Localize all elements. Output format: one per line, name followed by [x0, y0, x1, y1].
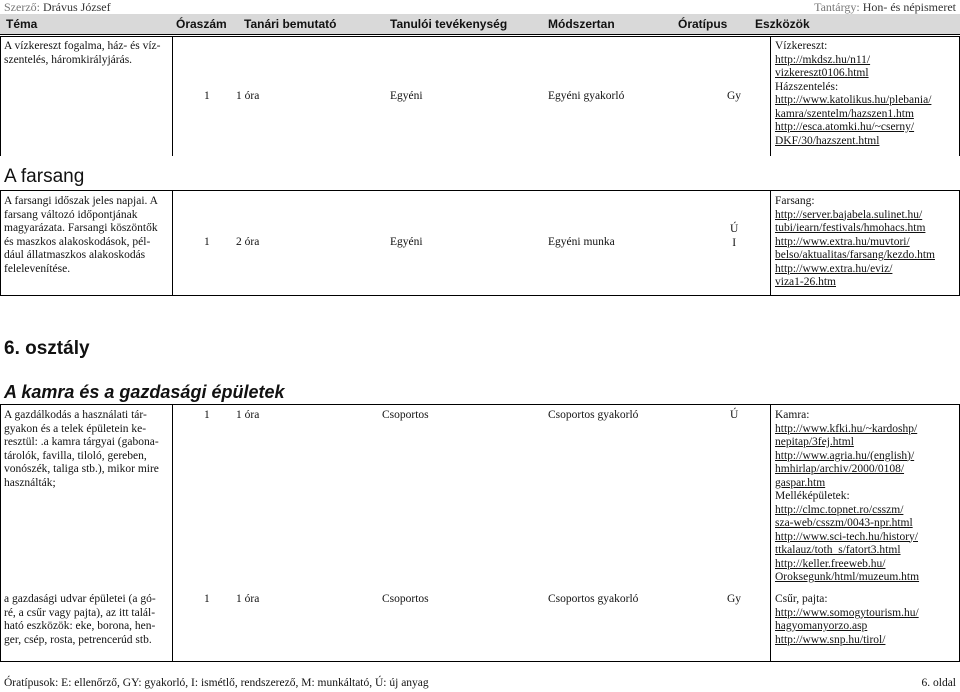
tool-link[interactable]: http://server.bajabela.sulinet.hu/	[775, 208, 923, 221]
row4-tools	[775, 593, 957, 647]
grade-heading: 6. osztály	[4, 338, 90, 359]
row2-type: Ú I	[730, 223, 739, 249]
col-demo: Tanári bemutató	[244, 17, 337, 31]
tool-link[interactable]: nepitap/3fej.html	[775, 436, 854, 448]
table-header	[0, 14, 960, 34]
tool-link[interactable]: viza1-26.htm	[775, 276, 836, 288]
tool-link[interactable]: belso/aktualitas/farsang/kezdo.htm	[775, 249, 935, 261]
row4-demo: 1 óra	[236, 593, 260, 605]
row3-type: Ú	[730, 409, 739, 421]
tool-link[interactable]: Oroksegunk/html/muzeum.htm	[775, 571, 920, 583]
col-tools: Eszközök	[755, 17, 810, 31]
tool-label: Házszentelés:	[775, 80, 839, 93]
row1-type: Gy	[727, 90, 742, 102]
tool-link[interactable]: http://esca.atomki.hu/~cserny/	[775, 121, 915, 133]
page-footer	[4, 677, 956, 689]
col-activity: Tanulói tevékenység	[390, 17, 508, 31]
chapter-heading: A kamra és a gazdasági épületek	[4, 382, 285, 402]
col-hours: Óraszám	[176, 17, 227, 31]
tool-link[interactable]: hmhirlap/archiv/2000/0108/	[775, 463, 905, 475]
tool-label: Kamra:	[775, 409, 810, 421]
section-heading: A farsang	[4, 166, 85, 187]
row2-activity: Egyéni	[390, 236, 423, 248]
row1-topic: A vízkereszt fogalma, ház- és víz- szentelés, háromkirályjárás.	[4, 40, 161, 66]
row2-method: Egyéni munka	[548, 236, 615, 248]
tool-link[interactable]: http://www.extra.hu/muvtori/	[775, 235, 910, 248]
tool-link[interactable]: http://www.kfki.hu/~kardoshp/	[775, 422, 918, 435]
tool-link[interactable]: ttkalauz/toth_s/fatort3.html	[775, 544, 901, 556]
col-topic: Téma	[6, 17, 38, 31]
author-line: Szerző: Drávus József	[4, 0, 111, 14]
row1-method: Egyéni gyakorló	[548, 90, 625, 102]
page-number: 6. oldal	[921, 677, 956, 689]
tool-link[interactable]: gaspar.htm	[775, 476, 826, 489]
col-method: Módszertan	[548, 17, 615, 31]
author-name: Drávus József	[42, 0, 111, 14]
tool-label: Vízkereszt:	[775, 40, 828, 52]
tool-link[interactable]: sza-web/csszm/0043-npr.html	[775, 517, 913, 529]
tool-link[interactable]: kamra/szentelm/hazszen1.htm	[775, 107, 914, 120]
row4-method: Csoportos gyakorló	[548, 593, 639, 605]
subject-line: Tantárgy: Hon- és népismeret	[814, 0, 956, 14]
tool-link[interactable]: http://clmc.topnet.ro/csszm/	[775, 503, 904, 516]
tool-link[interactable]: http://www.extra.hu/eviz/	[775, 262, 893, 275]
tool-link[interactable]: http://www.agria.hu/(english)/	[775, 449, 915, 462]
row1-tools	[775, 40, 957, 148]
type-legend: Óratípusok: E: ellenőrző, GY: gyakorló, I: ismétlő, rendszerező, M: munkáltató, Ú: új anyag	[4, 677, 429, 689]
row2-topic: A farsangi időszak jeles napjai. A farsang változó időpontjának magyarázata. Farsangi köszöntők és maszkos alakoskodások, pél- dául állatmaszkos alakoskodás felelevenítése.	[4, 195, 158, 275]
tool-link[interactable]: http://mkdsz.hu/n11/	[775, 53, 871, 66]
row3-topic: A gazdálkodás a használati tár- gyakon és a telek épületein ke- resztül: .a kamra tárgyai (gabona- tárolók, favilla, tiloló, gereben, vonószék, taliga stb.), mikor mire használták;	[4, 409, 159, 489]
row1-hours: 1	[204, 90, 210, 102]
page-meta	[0, 0, 960, 14]
row2-demo: 2 óra	[236, 236, 260, 248]
row3-method: Csoportos gyakorló	[548, 409, 639, 421]
row4-topic: a gazdasági udvar épületei (a gó- ré, a csűr vagy pajta), az itt talál- ható eszközök: eke, borona, hen- ger, csép, rosta, petrencerúd stb.	[4, 593, 156, 646]
tool-label: Melléképületek:	[775, 490, 850, 502]
row2-tools	[775, 195, 957, 290]
tool-link[interactable]: http://www.somogytourism.hu/	[775, 606, 919, 619]
row4-hours: 1	[204, 593, 210, 605]
row3-hours: 1	[204, 409, 210, 421]
tool-link[interactable]: tubi/iearn/festivals/hmohacs.htm	[775, 222, 926, 234]
tool-link[interactable]: http://www.sci-tech.hu/history/	[775, 530, 918, 543]
row4-type: Gy	[727, 593, 742, 605]
tool-link[interactable]: http://www.snp.hu/tirol/	[775, 633, 886, 646]
tool-link[interactable]: vizkereszt0106.html	[775, 67, 869, 79]
subject-name: Hon- és népismeret	[862, 0, 956, 14]
row3-tools	[775, 409, 957, 585]
tool-label: Farsang:	[775, 195, 815, 207]
tool-link[interactable]: DKF/30/hazszent.html	[775, 134, 880, 147]
row2-hours: 1	[204, 236, 210, 248]
tool-link[interactable]: http://keller.freeweb.hu/	[775, 557, 886, 570]
row4-activity: Csoportos	[382, 593, 429, 605]
tool-link[interactable]: hagyomanyorzo.asp	[775, 620, 868, 632]
row3-activity: Csoportos	[382, 409, 429, 421]
row1-demo: 1 óra	[236, 90, 260, 102]
tool-label: Csűr, pajta:	[775, 593, 828, 605]
row3-demo: 1 óra	[236, 409, 260, 421]
tool-link[interactable]: http://www.katolikus.hu/plebania/	[775, 94, 932, 106]
row1-activity: Egyéni	[390, 90, 423, 102]
col-type: Óratípus	[678, 17, 728, 31]
